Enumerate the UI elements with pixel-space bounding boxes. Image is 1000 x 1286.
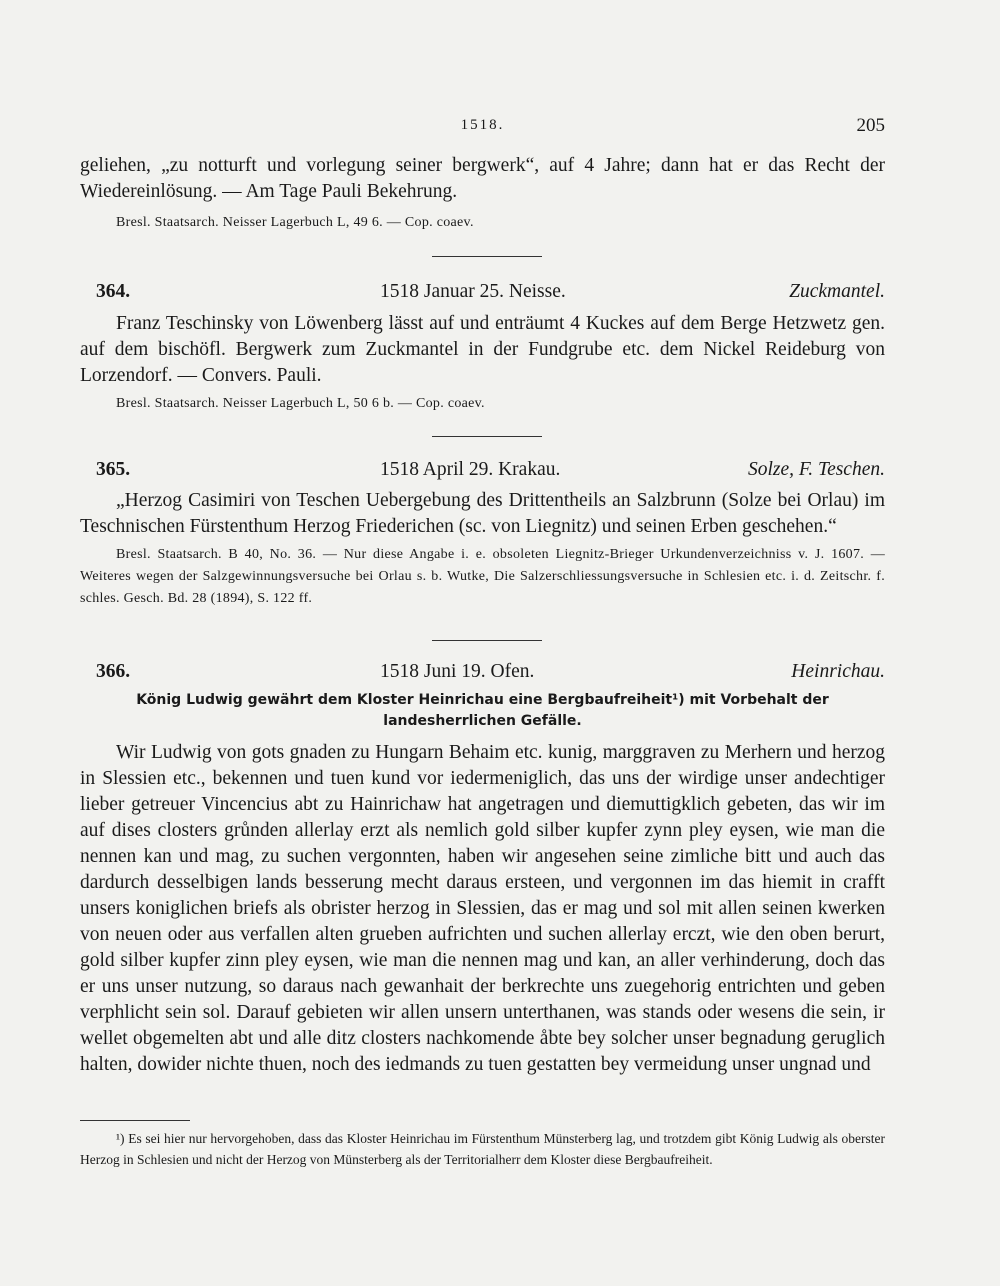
separator-rule: [432, 256, 542, 257]
entry-number: 364.: [96, 281, 131, 302]
footnote-rule: [80, 1120, 190, 1121]
entry-source-364: Bresl. Staatsarch. Neisser Lagerbuch L, 50 6 b. — Cop. coaev.: [116, 396, 485, 411]
entry-number: 365.: [96, 459, 131, 480]
intro-source: Bresl. Staatsarch. Neisser Lagerbuch L, 49 6. — Cop. coaev.: [116, 215, 474, 230]
separator-rule: [432, 436, 542, 437]
entry-header-364: [80, 281, 885, 307]
entry-text-364: Franz Teschinsky von Löwenberg lässt auf und enträumt 4 Kuckes auf dem Berge Hetzwetz gen. auf dem bischöfl. Bergwerk zum Zuckmantel in der Fundgrube etc. dem Nickel Reideburg von Lorzendorf. — Convers. Pauli.: [80, 313, 885, 386]
running-head: [80, 117, 885, 137]
entry-number: 366.: [96, 661, 131, 682]
entry-date: 1518 April 29. Krakau.: [380, 459, 561, 480]
footnote: ¹) Es sei hier nur hervorgehoben, dass das Kloster Heinrichau im Fürstenthum Münsterberg lag, und trotzdem gibt König Ludwig als oberster Herzog in Schlesien und nicht der Herzog von Münsterberg als der Territorialherr dem Kloster diese Bergbaufreiheit.: [80, 1131, 885, 1167]
entry-date: 1518 Juni 19. Ofen.: [380, 661, 535, 682]
intro-text: geliehen, „zu notturft und vorlegung seiner bergwerk“, auf 4 Jahre; dann hat er das Recht der Wiedereinlösung. — Am Tage Pauli Bekehrung.: [80, 155, 885, 202]
entry-summary-366: König Ludwig gewährt dem Kloster Heinrichau eine Bergbaufreiheit¹) mit Vorbehalt der landesherrlichen Gefälle.: [136, 692, 829, 729]
entry-source-365: Bresl. Staatsarch. B 40, No. 36. — Nur diese Angabe i. e. obsoleten Liegnitz-Brieger Urkundenverzeichniss v. J. 1607. — Weiteres wegen der Salzgewinnungsversuche bei Orlau s. b. Wutke, Die Salzerschliessungsversuche in Schlesien etc. i. d. Zeitschr. f. schles. Gesch. Bd. 28 (1894), S. 122 ff.: [80, 547, 885, 606]
entry-header-366: [80, 661, 885, 687]
entry-place: Zuckmantel.: [789, 281, 885, 302]
running-head-year: 1518.: [460, 117, 505, 133]
entry-text-365: „Herzog Casimiri von Teschen Uebergebung des Drittentheils an Salzbrunn (Solze bei Orlau) im Teschnischen Fürstenthum Herzog Friederichen (sc. von Liegnitz) und seinen Erben geschehen.“: [80, 490, 885, 537]
entry-place: Solze, F. Teschen.: [747, 459, 885, 480]
separator-rule: [432, 640, 542, 641]
page-number: 205: [856, 115, 885, 136]
entry-place: Heinrichau.: [791, 661, 885, 682]
entry-header-365: [80, 459, 885, 485]
entry-date: 1518 Januar 25. Neisse.: [380, 281, 566, 302]
entry-text-366: Wir Ludwig von gots gnaden zu Hungarn Behaim etc. kunig, marggraven zu Merhern und herzog in Slessien etc., bekennen und tuen kund vor iedermeniglich, das uns der wirdige unser andechtiger lieber getreuer Vincencius abt zu Hainrichaw hat angetragen und diemuttigklich gebeten, das wir im auf dises closters grůnden allerlay erzt als nemlich gold silber kupfer zynn pley eysen, wie man die nennen kan und mag, zu suchen vergonnten, haben wir angesehen seine zimliche bitt und auch das dardurch desselbigen lands besserung mecht daraus ersteen, und vergonnen im das hiemit in crafft unsers koniglichen briefs als obrister herzog in Slessien, das er mag und sol mit allen seinen kwerken von neuen oder aus verfallen alten grueben aufrichten und suchen allerlay erczt, wie den oben berurt, gold silber kupfer zinn pley eysen, wie man die nennen mag und kan, an aller verhinderung, doch das er uns unser nutzung, so daraus nach gewanhait der berkrechte uns zuegehorig entrichten und geben verphlicht sein sol. Darauf gebieten wir allen unsern unterthanen, was stands oder wesens die sein, ir wellet obgemelten abt und alle ditz closters nachkomende åbte bey solcher unser begnadung geruglich halten, dowider nichte thuen, noch des iedmands zu tuen gestatten bey vermeidung unser ungnad und: [80, 742, 885, 1075]
